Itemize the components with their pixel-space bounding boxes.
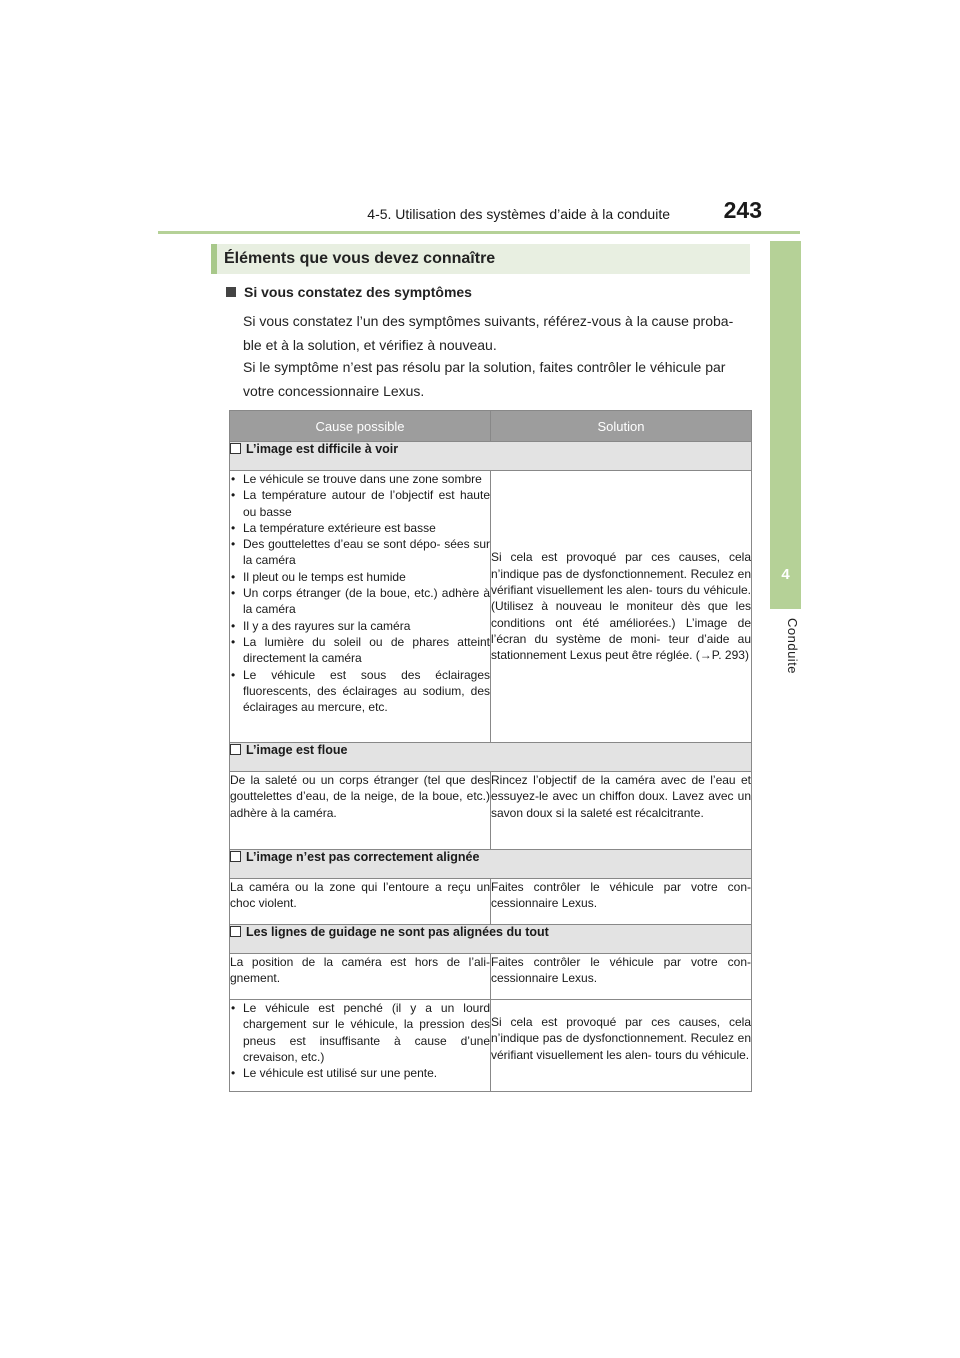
category-row xyxy=(230,925,752,954)
column-header-solution: Solution xyxy=(491,411,752,442)
chapter-number: 4 xyxy=(781,566,790,583)
cause-list xyxy=(230,1000,490,1081)
table-header-row xyxy=(230,411,752,442)
chapter-tab xyxy=(770,241,801,609)
solution-cell: Si cela est provoqué par ces causes, cela n’indique pas de dysfonctionnement. Reculez en vérifiant visuellement les alen- tours du véhicule. (Utilisez à nouveau le moniteur dès que les conditions ont été améliorées.) L’image de l’écran du système de moni- teur d’aide au stationnement Lexus peut être réglée. (→P. 293) xyxy=(491,471,752,743)
cause-item: • Le véhicule se trouve dans une zone sombre xyxy=(230,471,490,487)
troubleshooting-table xyxy=(229,410,752,1092)
category-title: Les lignes de guidage ne sont pas alignées du tout xyxy=(246,925,549,939)
running-section-title: 4-5. Utilisation des systèmes d’aide à la conduite xyxy=(367,206,670,222)
checkbox-icon xyxy=(230,744,241,755)
table-row xyxy=(230,772,752,850)
cause-cell: La caméra ou la zone qui l’entoure a reçu un choc violent. xyxy=(230,879,491,925)
paragraph: Si vous constatez l’un des symptômes suivants, référez-vous à la cause proba- ble et à la solution, et vérifiez à nouveau. xyxy=(243,313,734,353)
cause-cell: De la saleté ou un corps étranger (tel que des gouttelettes d’eau, de la neige, de la boue, etc.) adhère à la caméra. xyxy=(230,772,491,850)
column-header-cause: Cause possible xyxy=(230,411,491,442)
cause-item: • Des gouttelettes d’eau se sont dépo- sées sur la caméra xyxy=(230,536,490,569)
cause-item: • Un corps étranger (de la boue, etc.) adhère à la caméra xyxy=(230,585,490,618)
cause-cell xyxy=(230,471,491,743)
paragraph: Si le symptôme n’est pas résolu par la solution, faites contrôler le véhicule par votre concessionnaire Lexus. xyxy=(243,359,726,399)
section-heading: Éléments que vous devez connaître xyxy=(211,244,750,274)
checkbox-icon xyxy=(230,926,241,937)
cause-item: • La température extérieure est basse xyxy=(230,520,490,536)
cause-item: • Le véhicule est utilisé sur une pente. xyxy=(230,1065,490,1081)
category-title: L’image est difficile à voir xyxy=(246,442,399,456)
cause-cell: La position de la caméra est hors de l’ali- gnement. xyxy=(230,954,491,1000)
category-title: L’image est floue xyxy=(246,743,348,757)
category-row xyxy=(230,850,752,879)
table-row xyxy=(230,1000,752,1092)
solution-cell: Faites contrôler le véhicule par votre con- cessionnaire Lexus. xyxy=(491,879,752,925)
category-title: L’image n’est pas correctement alignée xyxy=(246,850,480,864)
cause-item: • La lumière du soleil ou de phares atteint directement la caméra xyxy=(230,634,490,667)
sub-heading xyxy=(226,284,472,300)
chapter-label: Conduite xyxy=(785,618,800,675)
page-number: 243 xyxy=(723,197,762,223)
cause-list xyxy=(230,471,490,715)
category-row xyxy=(230,442,752,471)
solution-cell: Si cela est provoqué par ces causes, cela n’indique pas de dysfonctionnement. Reculez en vérifiant visuellement les alen- tours du véhicule. xyxy=(491,1000,752,1092)
sub-heading-text: Si vous constatez des symptômes xyxy=(244,284,472,300)
table-row xyxy=(230,954,752,1000)
checkbox-icon xyxy=(230,851,241,862)
solution-cell: Faites contrôler le véhicule par votre con- cessionnaire Lexus. xyxy=(491,954,752,1000)
cause-item: • Le véhicule est sous des éclairages fluorescents, des éclairages au sodium, des éclairages au mercure, etc. xyxy=(230,667,490,716)
cause-item: • Le véhicule est penché (il y a un lourd chargement sur le véhicule, la pression des pneus est insuffisante à cause d’une crevaison, etc.) xyxy=(230,1000,490,1065)
table-row xyxy=(230,879,752,925)
cause-cell xyxy=(230,1000,491,1092)
checkbox-icon xyxy=(230,443,241,454)
solution-cell: Rincez l’objectif de la caméra avec de l’eau et essuyez-le avec un chiffon doux. Lavez avec un savon doux si la saleté est récalcitrante. xyxy=(491,772,752,850)
table-row xyxy=(230,471,752,743)
header-rule xyxy=(158,231,800,234)
square-bullet-icon xyxy=(226,287,236,297)
cause-item: • Il y a des rayures sur la caméra xyxy=(230,618,490,634)
cause-item: • Il pleut ou le temps est humide xyxy=(230,569,490,585)
category-row xyxy=(230,743,752,772)
cause-item: • La température autour de l’objectif est haute ou basse xyxy=(230,487,490,520)
